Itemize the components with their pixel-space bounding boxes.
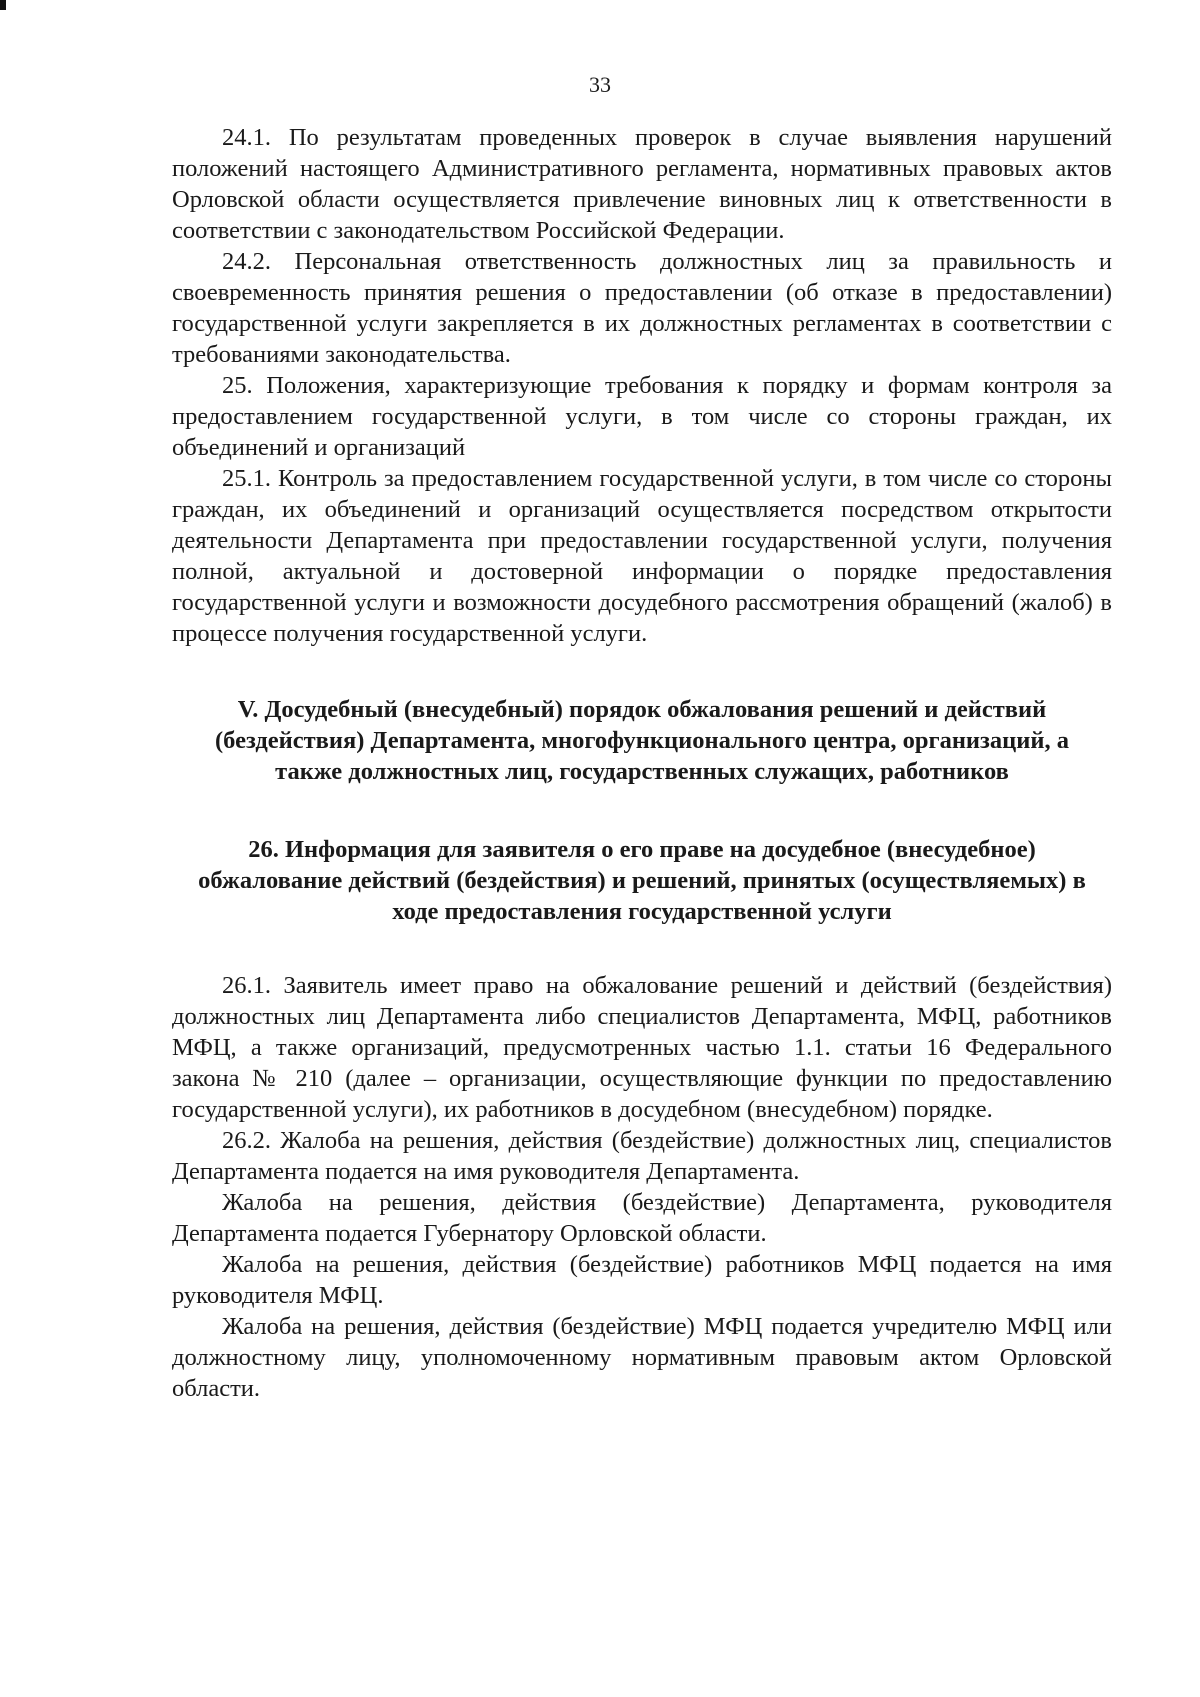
page-number: 33 — [589, 72, 611, 97]
section-heading-26: 26. Информация для заявителя о его праве на досудебное (внесудебное) обжалование действий (бездействия) и решений, принятых (осуществляемых) в ходе предоставления государственной услуги — [198, 836, 1086, 925]
paragraph-complaint-governor: Жалоба на решения, действия (бездействие) Департамента, руководителя Департамента подается Губернатору Орловской области. — [172, 1189, 1112, 1247]
document-body — [172, 122, 1112, 1404]
paragraph-complaint-mfc-workers: Жалоба на решения, действия (бездействие) работников МФЦ подается на имя руководителя МФЦ. — [172, 1251, 1112, 1309]
paragraph-25: 25. Положения, характеризующие требования к порядку и формам контроля за предоставлением государственной услуги, в том числе со стороны граждан, их объединений и организаций — [172, 372, 1112, 461]
paragraph-24-2: 24.2. Персональная ответственность должностных лиц за правильность и своевременность принятия решения о предоставлении (об отказе в предоставлении) государственной услуги закрепляется в их должностных регламентах в соответствии с требованиями законодательства. — [172, 248, 1112, 368]
paragraph-25-1: 25.1. Контроль за предоставлением государственной услуги, в том числе со стороны граждан, их объединений и организаций осуществляется посредством открытости деятельности Департамента при предоставлении государственной услуги, получения полной, актуальной и достоверной информации о порядке предоставления государственной услуги и возможности досудебного рассмотрения обращений (жалоб) в процессе получения государственной услуги. — [172, 465, 1112, 647]
scan-corner-mark — [0, 0, 6, 10]
paragraph-26-2: 26.2. Жалоба на решения, действия (бездействие) должностных лиц, специалистов Департамента подается на имя руководителя Департамента. — [172, 1127, 1112, 1185]
paragraph-26-1: 26.1. Заявитель имеет право на обжалование решений и действий (бездействия) должностных лиц Департамента либо специалистов Департамента, МФЦ, работников МФЦ, а также организаций, предусмотренных частью 1.1. статьи 16 Федерального закона № 210 (далее – организации, осуществляющие функции по предоставлению государственной услуги), их работников в досудебном (внесудебном) порядке. — [172, 972, 1112, 1123]
paragraph-24-1: 24.1. По результатам проведенных проверок в случае выявления нарушений положений настоящего Административного регламента, нормативных правовых актов Орловской области осуществляется привлечение виновных лиц к ответственности в соответствии с законодательством Российской Федерации. — [172, 124, 1112, 244]
section-heading-v: V. Досудебный (внесудебный) порядок обжалования решений и действий (бездействия) Департамента, многофункционального центра, организаций, а также должностных лиц, государственных служащих, работников — [215, 696, 1069, 785]
paragraph-complaint-mfc-founder: Жалоба на решения, действия (бездействие) МФЦ подается учредителю МФЦ или должностному лицу, уполномоченному нормативным правовым актом Орловской области. — [172, 1313, 1112, 1402]
